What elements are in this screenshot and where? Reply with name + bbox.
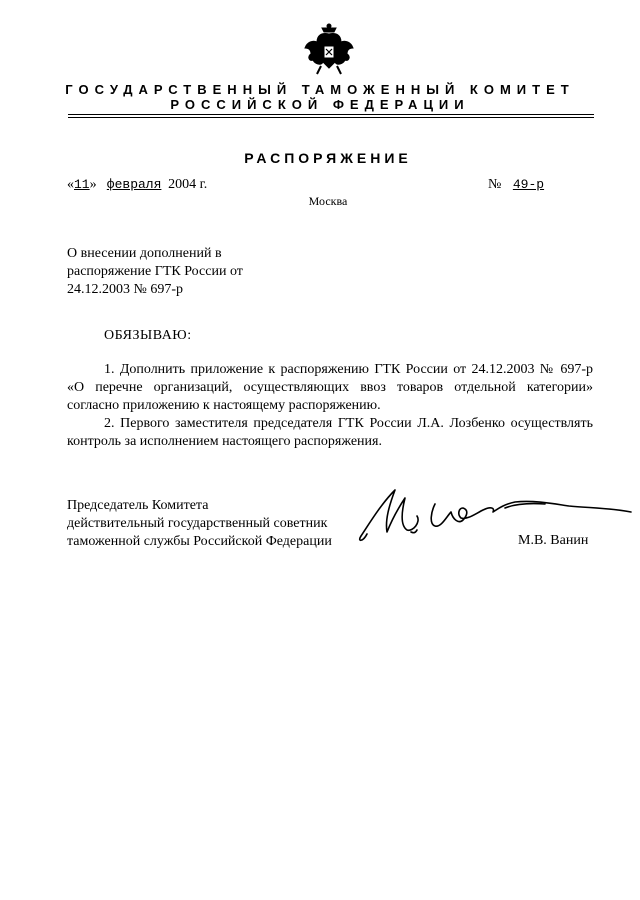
position-line2: действительный государственный советник — [67, 516, 328, 531]
emblem-icon — [303, 22, 355, 78]
document-number — [488, 177, 583, 193]
document-date — [67, 177, 207, 193]
organization-name-line2: РОССИЙСКОЙ ФЕДЕРАЦИИ — [170, 97, 470, 112]
document-subject — [67, 245, 327, 299]
position-line1: Председатель Комитета — [67, 498, 209, 513]
date-open-quote: « — [67, 177, 74, 192]
oblige-heading: ОБЯЗЫВАЮ: — [104, 328, 192, 343]
organization-name-line1: ГОСУДАРСТВЕННЫЙ ТАМОЖЕННЫЙ КОМИТЕТ — [65, 82, 575, 97]
position-line3: таможенной службы Российской Федерации — [67, 534, 332, 549]
header-rule-top — [68, 114, 594, 115]
order-item-2: 2. Первого заместителя председателя ГТК России Л.А. Лозбенко осуществлять контроль за исполнением настоящего распоряжения. — [67, 416, 593, 449]
date-month: февраля — [106, 177, 162, 192]
number-value: 49-р — [512, 177, 545, 192]
handwritten-signature — [355, 482, 635, 552]
signatory-position — [67, 497, 367, 551]
date-day: 11 — [74, 177, 90, 192]
order-item-1: 1. Дополнить приложение к распоряжению ГТК России от 24.12.2003 № 697-р «О перечне организаций, осуществляющих ввоз товаров отдельной категории» согласно приложению к настоящему распоряжению. — [67, 362, 593, 413]
document-city: Москва — [308, 194, 348, 208]
subject-line3: 24.12.2003 № 697-р — [67, 282, 184, 297]
header-rule-bottom — [68, 117, 594, 118]
document-title: РАСПОРЯЖЕНИЕ — [244, 150, 412, 166]
date-close-quote: » — [89, 177, 97, 192]
subject-line1: О внесении дополнений в — [67, 246, 222, 261]
date-year: 2004 г. — [168, 177, 208, 192]
signatory-name: М.В. Ванин — [518, 533, 589, 548]
number-label: № — [488, 177, 502, 192]
subject-line2: распоряжение ГТК России от — [67, 264, 243, 279]
